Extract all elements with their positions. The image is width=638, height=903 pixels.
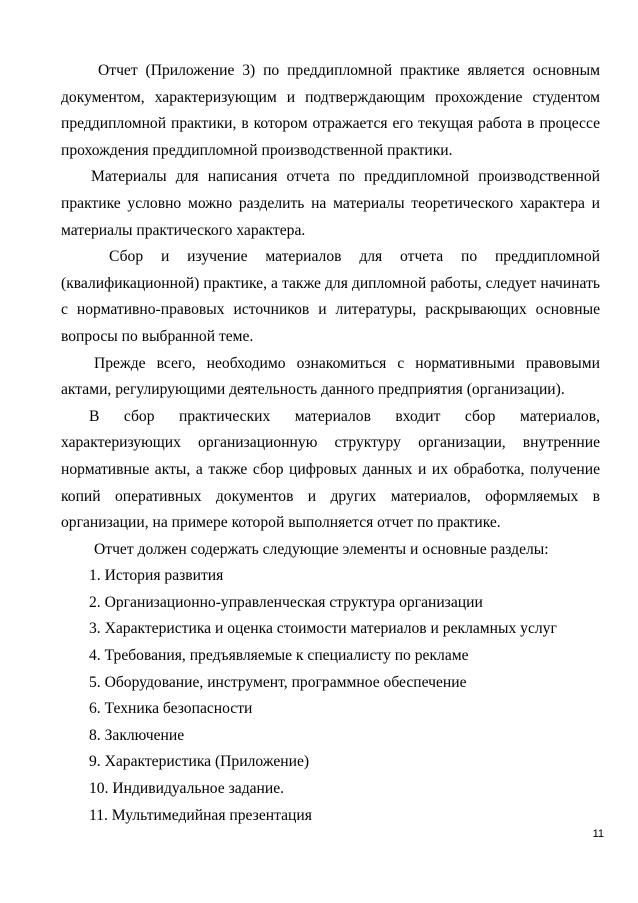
list-item: 10. Индивидуальное задание. bbox=[89, 780, 285, 798]
list-item: 9. Характеристика (Приложение) bbox=[89, 753, 310, 771]
list-item: 1. История развития bbox=[89, 567, 224, 585]
list-item: 11. Мультимедийная презентация bbox=[89, 806, 312, 824]
body-text bbox=[61, 58, 600, 829]
list-item: 3. Характеристика и оценка стоимости материалов и рекламных услуг bbox=[89, 620, 557, 638]
paragraph-practical-materials: В сбор практических материалов входит сбор материалов, характеризующих организационную структуру организации, внутренние нормативные акты, а также сбор цифровых данных и их обработка, получение копий оперативных документов и других материалов, оформляемых в организации, на примере которой выполняется отчет по практике. bbox=[61, 407, 600, 532]
list-item: 4. Требования, предъявляемые к специалисту по рекламе bbox=[89, 647, 469, 665]
list-item: 8. Заключение bbox=[89, 726, 185, 744]
list-item: 6. Техника безопасности bbox=[89, 700, 253, 718]
list-item: 5. Оборудование, инструмент, программное обеспечение bbox=[89, 673, 467, 691]
paragraph-legal-acts: Прежде всего, необходимо ознакомиться с нормативными правовыми актами, регулирующими деятельность данного предприятия (организации). bbox=[61, 354, 600, 399]
paragraph-report-contents: Отчет должен содержать следующие элементы и основные разделы: bbox=[94, 540, 549, 558]
sections-list bbox=[61, 563, 600, 829]
paragraph-collection-start: Сбор и изучение материалов для отчета по преддипломной (квалификационной) практике, а также для дипломной работы, следует начинать с нормативно-правовых источников и литературы, раскрывающих основные вопросы по выбранной теме. bbox=[61, 248, 600, 345]
page-number: 11 bbox=[592, 828, 604, 840]
list-item: 2. Организационно-управленческая структура организации bbox=[89, 593, 483, 611]
paragraph-report-definition: Отчет (Приложение 3) по преддипломной практике является основным документом, характеризующим и подтверждающим прохождение студентом преддипломной практики, в котором отражается его текущая работа в процессе прохождения преддипломной производственной практики. bbox=[61, 62, 600, 159]
paragraph-materials-types: Материалы для написания отчета по преддипломной производственной практике условно можно разделить на материалы теоретического характера и материалы практического характера. bbox=[61, 168, 600, 239]
